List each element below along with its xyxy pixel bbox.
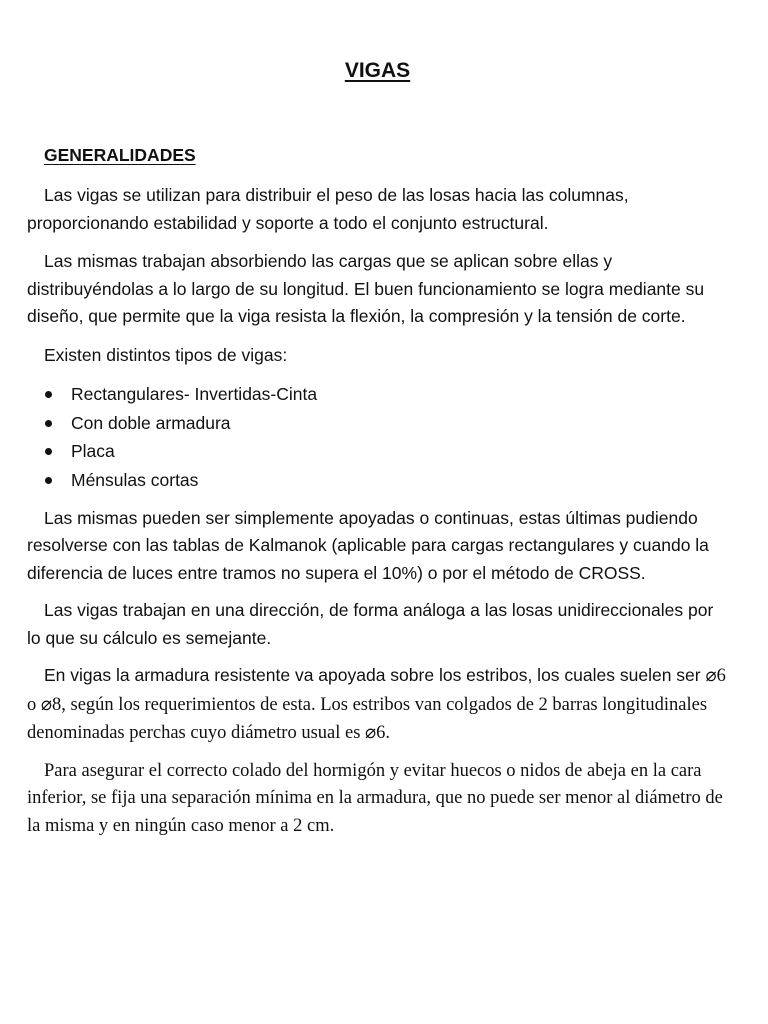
paragraph-direction: Las vigas trabajan en una dirección, de forma análoga a las losas unidireccionales por lo que su cálculo es semejante. [27, 600, 714, 648]
paragraph-function: Las mismas trabajan absorbiendo las cargas que se aplican sobre ellas y distribuyéndolas a lo largo de su longitud. El buen funcionamiento se logra mediante su diseño, que permite que la viga resista la flexión, la compresión y la tensión de corte. [27, 251, 705, 326]
paragraph-reinforcement-rest: ⌀6 o ⌀8, según los requerimientos de esta. Los estribos van colgados de 2 barras longitudinales denominadas perchas cuyo diámetro usual es ⌀6. [27, 666, 726, 744]
list-item-label: Con doble armadura [71, 412, 231, 433]
bullet-icon [45, 477, 52, 484]
list-item [27, 380, 728, 409]
list-item-label: Ménsulas cortas [71, 470, 199, 491]
bullet-icon [45, 391, 52, 398]
list-item-label: Placa [71, 441, 115, 462]
list-item [27, 409, 728, 438]
paragraph-intro: Las vigas se utilizan para distribuir el peso de las losas hacia las columnas, proporcionando estabilidad y soporte a todo el conjunto estructural. [27, 185, 629, 233]
bullet-icon [45, 420, 52, 427]
paragraph-spacing: Para asegurar el correcto colado del hormigón y evitar huecos o nidos de abeja en la cara inferior, se fija una separación mínima en la armadura, que no puede ser menor al diámetro de la misma y en ningún caso menor a 2 cm. [27, 760, 723, 836]
list-item [27, 437, 728, 466]
beam-types-list [27, 380, 728, 495]
paragraph-reinforcement [27, 662, 728, 748]
document-title: VIGAS [344, 59, 411, 82]
section-heading: GENERALIDADES [44, 145, 196, 165]
bullet-icon [45, 448, 52, 455]
list-item [27, 466, 728, 495]
paragraph-support-types: Las mismas pueden ser simplemente apoyadas o continuas, estas últimas pudiendo resolverse con las tablas de Kalmanok (aplicable para cargas rectangulares y cuando la diferencia de luces entre tramos no supera el 10%) o por el método de CROSS. [27, 507, 709, 583]
paragraph-reinforcement-start: En vigas la armadura resistente va apoyada sobre los estribos, los cuales suelen ser [44, 665, 706, 686]
list-item-label: Rectangulares- Invertidas-Cinta [71, 384, 318, 404]
paragraph-types-intro: Existen distintos tipos de vigas: [44, 344, 288, 365]
